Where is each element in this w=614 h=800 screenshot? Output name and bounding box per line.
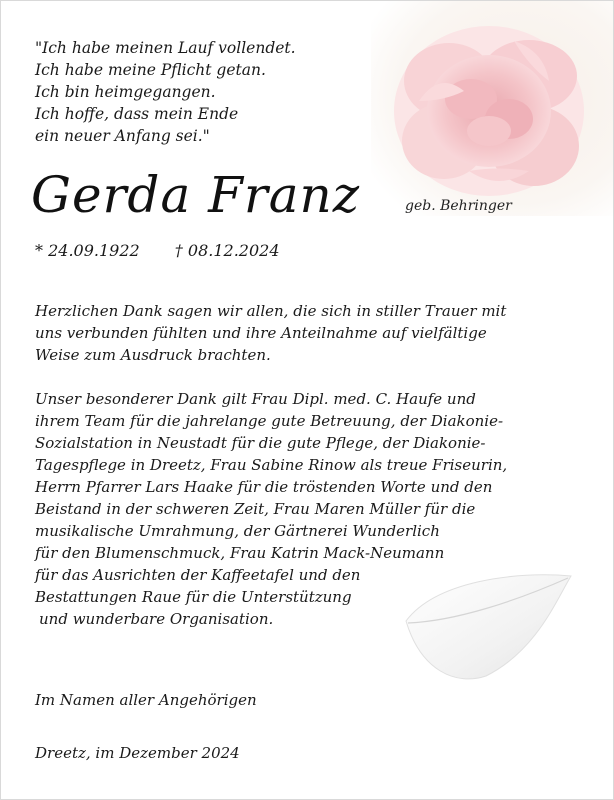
paragraph-line: für das Ausrichten der Kaffeetafel und den [35, 566, 361, 584]
poem-line: Ich bin heimgegangen. [35, 83, 216, 101]
birth-date: * 24.09.1922 [35, 241, 140, 260]
paragraph-line: Tagespflege in Dreetz, Frau Sabine Rinow als treue Friseurin, [35, 456, 508, 474]
paragraph-line: Unser besonderer Dank gilt Frau Dipl. med. C. Haufe und [35, 390, 476, 408]
paragraph-line: Bestattungen Raue für die Unterstützung [35, 588, 352, 606]
life-dates [35, 241, 280, 260]
thanks-paragraph [35, 300, 595, 366]
poem [35, 37, 296, 147]
paragraph-line: uns verbunden fühlten und ihre Anteilnahme auf vielfältige [35, 324, 487, 342]
paragraph-line: Sozialstation in Neustadt für die gute Pflege, der Diakonie- [35, 434, 486, 452]
paragraph-line: Herrn Pfarrer Lars Haake für die tröstenden Worte und den [35, 478, 493, 496]
pink-carnation-image [371, 1, 614, 216]
poem-line: ein neuer Anfang sei." [35, 127, 210, 145]
place-date: Dreetz, im Dezember 2024 [35, 744, 240, 762]
paragraph-line: Beistand in der schweren Zeit, Frau Maren Müller für die [35, 500, 476, 518]
paragraph-line: Weise zum Ausdruck brachten. [35, 346, 271, 364]
paragraph-line: ihrem Team für die jahrelange gute Betreuung, der Diakonie- [35, 412, 504, 430]
paragraph-line: und wunderbare Organisation. [39, 610, 274, 628]
maiden-name: geb. Behringer [405, 198, 512, 214]
signoff: Im Namen aller Angehörigen [35, 691, 257, 709]
death-date: † 08.12.2024 [174, 241, 280, 260]
paragraph-line: Herzlichen Dank sagen wir allen, die sich in stiller Trauer mit [35, 302, 507, 320]
paragraph-line: für den Blumenschmuck, Frau Katrin Mack-Neumann [35, 544, 445, 562]
deceased-name: Gerda Franz [31, 166, 361, 224]
special-thanks-paragraph [35, 388, 595, 630]
paragraph-line: musikalische Umrahmung, der Gärtnerei Wunderlich [35, 522, 440, 540]
poem-line: Ich habe meine Pflicht getan. [35, 61, 266, 79]
poem-line: Ich hoffe, dass mein Ende [35, 105, 239, 123]
poem-line: "Ich habe meinen Lauf vollendet. [35, 39, 296, 57]
